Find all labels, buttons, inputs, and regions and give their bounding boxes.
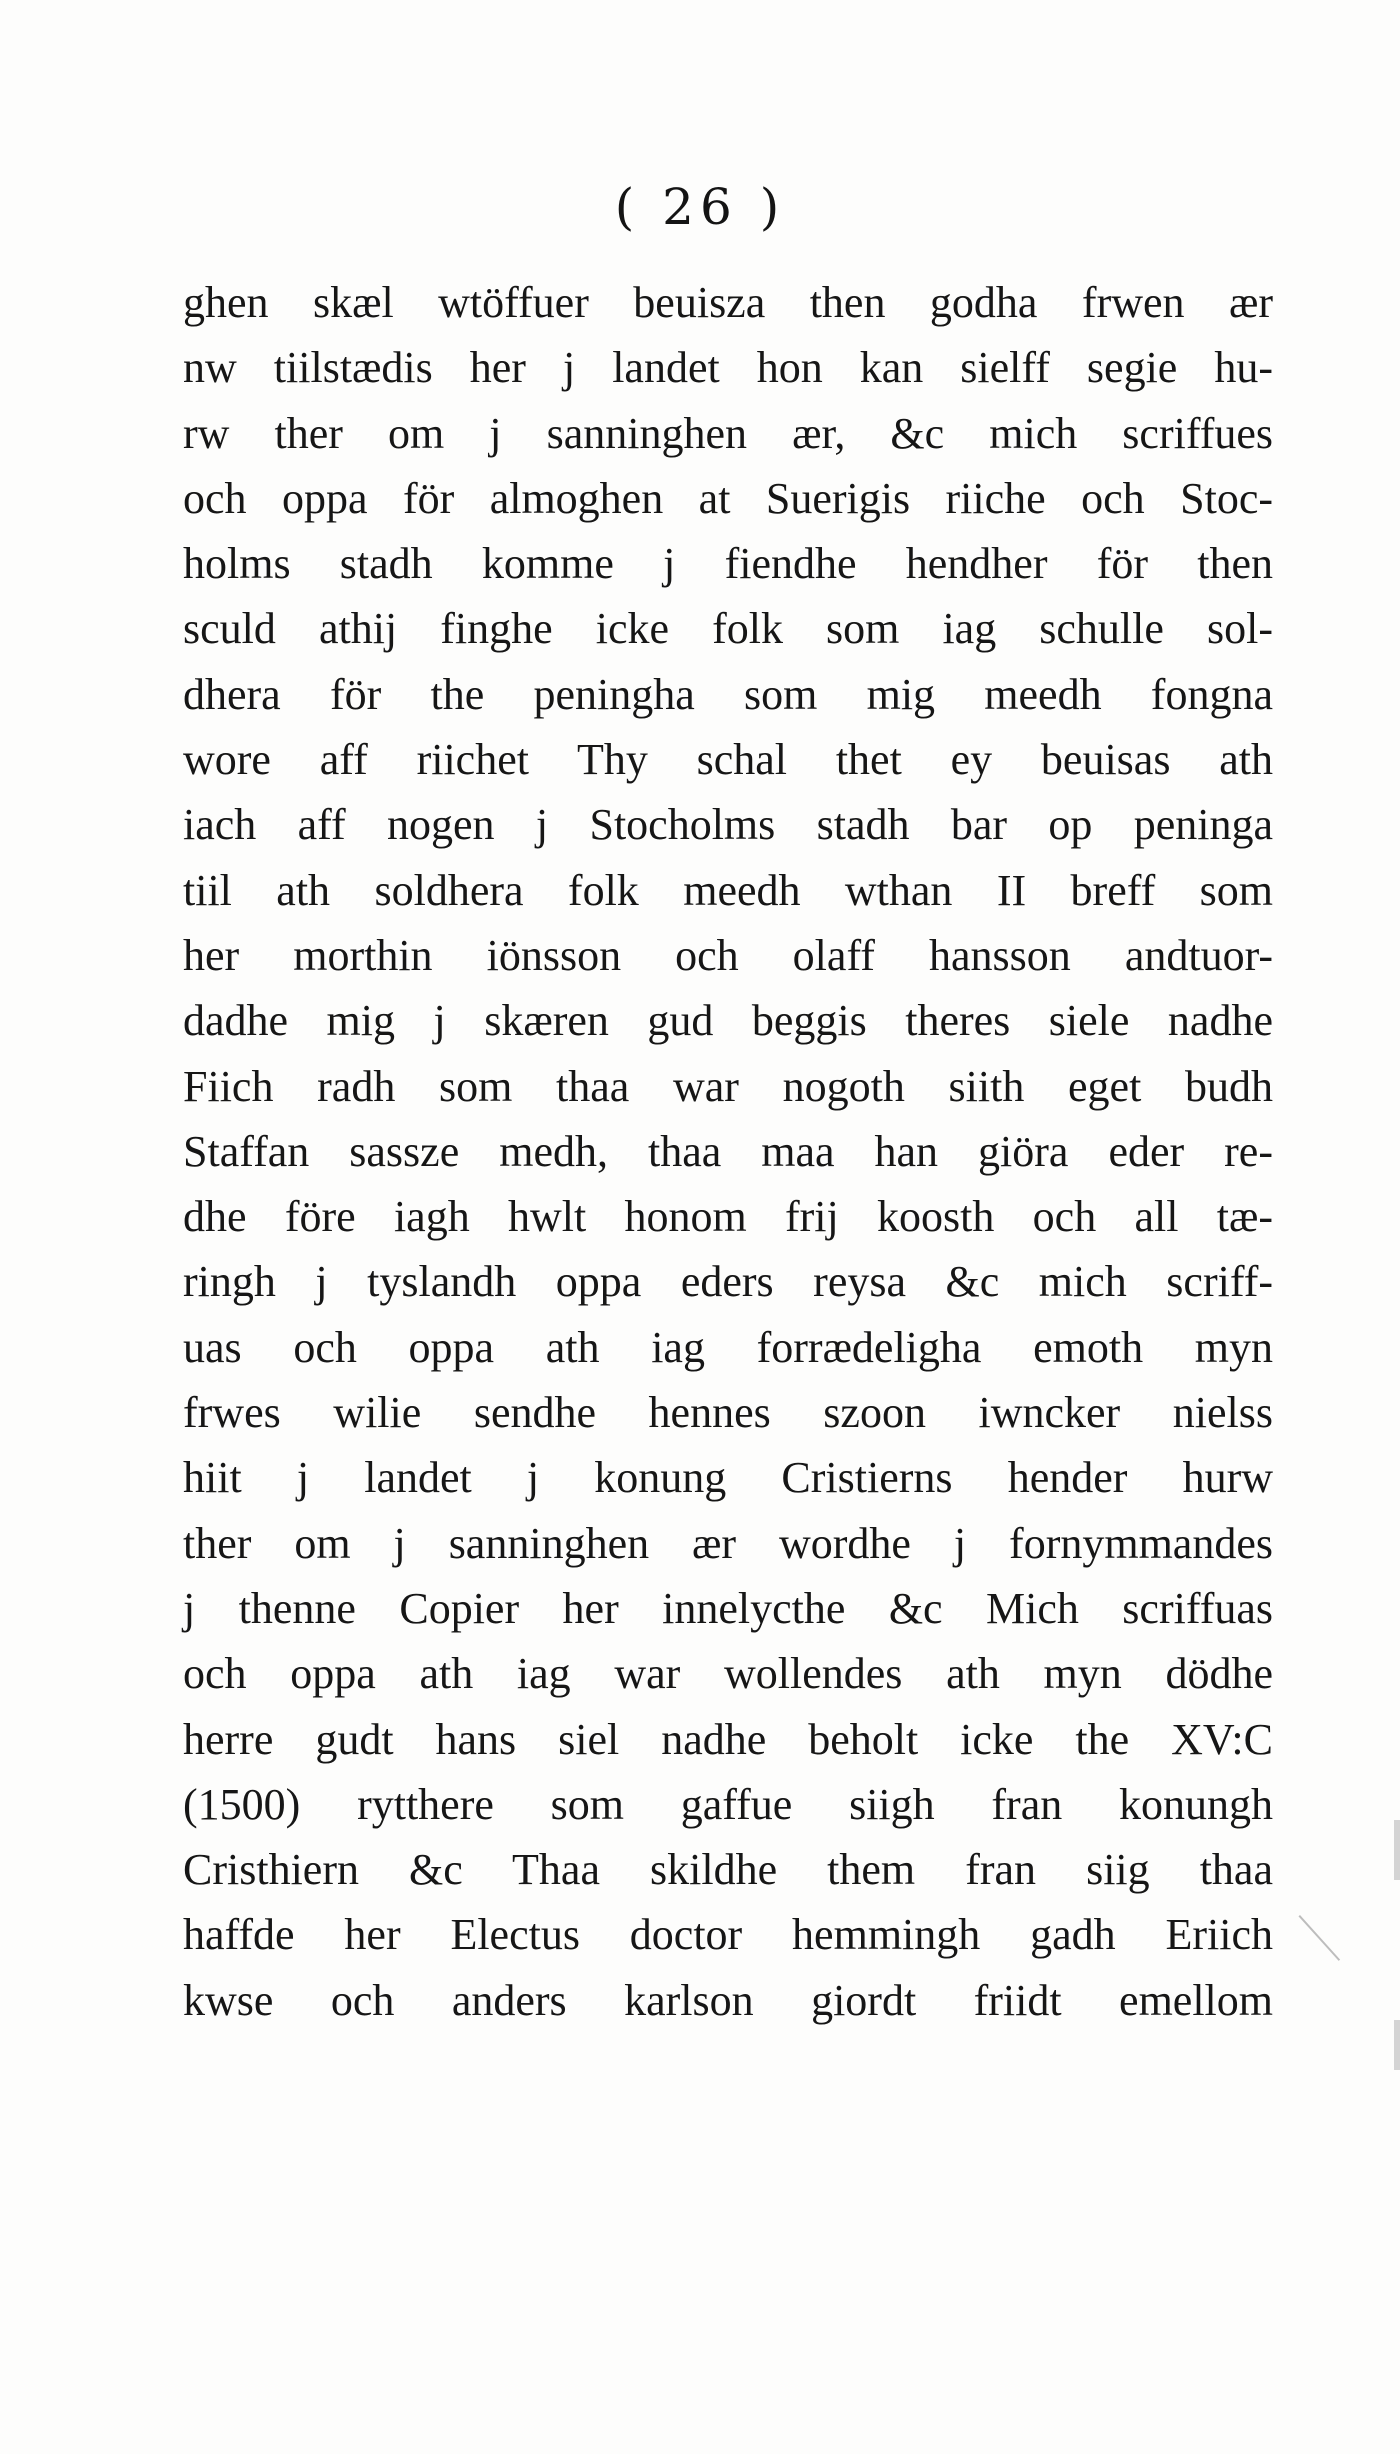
text-line: wore aff riichet Thy schal thet ey beuisas ath	[183, 735, 1273, 785]
scan-edge-mark	[1394, 1820, 1400, 1880]
text-line: (1500) rytthere som gaffue siigh fran konungh	[183, 1779, 1273, 1829]
text-line: uas och oppa ath iag forrædeligha emoth myn	[183, 1322, 1273, 1372]
text-line: ringh j tyslandh oppa eders reysa &c mich scriff-	[183, 1257, 1273, 1307]
text-line: kwse och anders karlson giordt friidt emellom	[183, 1975, 1273, 2025]
text-line: Staffan sassze medh, thaa maa han giöra eder re-	[183, 1126, 1273, 1176]
text-line: dhera för the peningha som mig meedh fongna	[183, 669, 1273, 719]
text-line: herre gudt hans siel nadhe beholt icke the XV:C	[183, 1714, 1273, 1764]
text-line: hiit j landet j konung Cristierns hender hurw	[183, 1453, 1273, 1503]
text-line: Fiich radh som thaa war nogoth siith eget budh	[183, 1061, 1273, 1111]
text-line: j thenne Copier her innelycthe &c Mich scriffuas	[183, 1583, 1273, 1633]
text-line: ther om j sanninghen ær wordhe j fornymmandes	[183, 1518, 1273, 1568]
body-text	[183, 270, 1273, 2033]
text-line: dhe före iagh hwlt honom frij koosth och all tæ-	[183, 1192, 1273, 1242]
text-line: frwes wilie sendhe hennes szoon iwncker nielss	[183, 1388, 1273, 1438]
page-number: ( 26 )	[614, 178, 786, 236]
text-line: och oppa ath iag war wollendes ath myn dödhe	[183, 1649, 1273, 1699]
text-line: sculd athij finghe icke folk som iag schulle sol-	[183, 604, 1273, 654]
text-line: tiil ath soldhera folk meedh wthan II breff som	[183, 865, 1273, 915]
text-line: her morthin iönsson och olaff hansson andtuor-	[183, 930, 1273, 980]
text-line: holms stadh komme j fiendhe hendher för then	[183, 539, 1273, 589]
text-line: haffde her Electus doctor hemmingh gadh Eriich	[183, 1910, 1273, 1960]
text-line: rw ther om j sanninghen ær, &c mich scriffues	[183, 408, 1273, 458]
text-line: ghen skæl wtöffuer beuisza then godha frwen ær	[183, 278, 1273, 327]
text-line: Cristhiern &c Thaa skildhe them fran siig thaa	[183, 1845, 1273, 1895]
text-line: nw tiilstædis her j landet hon kan sielff segie hu-	[183, 343, 1273, 393]
text-line: dadhe mig j skæren gud beggis theres siele nadhe	[183, 996, 1273, 1046]
text-line: iach aff nogen j Stocholms stadh bar op peninga	[183, 800, 1273, 850]
scan-edge-mark	[1394, 2020, 1400, 2070]
text-line: och oppa för almoghen at Suerigis riiche och Stoc-	[183, 473, 1273, 523]
scan-stroke	[1299, 1915, 1341, 1961]
